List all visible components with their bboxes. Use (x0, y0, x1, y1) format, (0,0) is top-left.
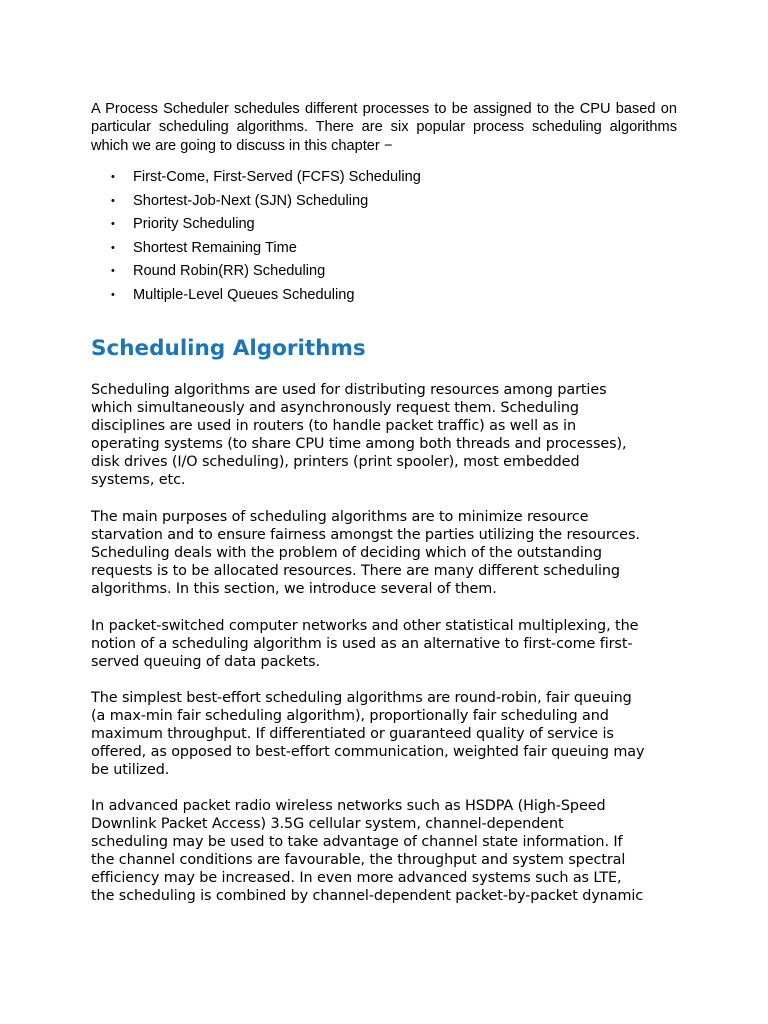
text-line: offered, as opposed to best-effort communication, weighted fair queuing may (91, 744, 645, 761)
text-line: The main purposes of scheduling algorithms are to minimize resource (91, 509, 589, 525)
list-item-label: Shortest Remaining Time (133, 239, 297, 256)
text-line: Scheduling algorithms are used for distributing resources among parties (91, 382, 607, 398)
text-line: be utilized. (91, 762, 170, 779)
text-line: systems, etc. (91, 472, 186, 489)
text-line: notion of a scheduling algorithm is used as an alternative to first-come first- (91, 636, 633, 653)
list-item (91, 284, 677, 308)
paragraph-resources (91, 381, 677, 490)
intro-paragraph: A Process Scheduler schedules different processes to be assigned to the CPU based on particular scheduling algorithms. There are six popular process scheduling algorithms which we are going to discuss in this chapter − (91, 101, 677, 154)
text-line: the channel conditions are favourable, the throughput and system spectral (91, 852, 626, 869)
text-line: maximum throughput. If differentiated or guaranteed quality of service is (91, 726, 614, 743)
section-heading: Scheduling Algorithms (91, 336, 366, 361)
paragraph-wireless (91, 797, 677, 906)
document-page (91, 0, 677, 1024)
text-line: the scheduling is combined by channel-dependent packet-by-packet dynamic (91, 888, 644, 905)
list-item-label: First-Come, First-Served (FCFS) Scheduling (133, 169, 421, 185)
text-line: algorithms. In this section, we introduce several of them. (91, 581, 497, 598)
text-line: In packet-switched computer networks and other statistical multiplexing, the (91, 618, 639, 634)
text-line: In advanced packet radio wireless networks such as HSDPA (High-Speed (91, 798, 606, 814)
list-item-label: Round Robin(RR) Scheduling (133, 263, 326, 279)
list-item (91, 260, 677, 284)
paragraph-best-effort (91, 689, 677, 779)
list-item (91, 237, 677, 261)
text-line: (a max-min fair scheduling algorithm), proportionally fair scheduling and (91, 708, 609, 725)
text-line: Downlink Packet Access) 3.5G cellular system, channel-dependent (91, 816, 564, 833)
algorithm-list (91, 166, 677, 307)
text-line: disciplines are used in routers (to handle packet traffic) as well as in (91, 418, 576, 435)
text-line: operating systems (to share CPU time among both threads and processes), (91, 436, 627, 453)
list-item (91, 213, 677, 237)
bullet-icon: • (111, 171, 115, 183)
text-line: which simultaneously and asynchronously request them. Scheduling (91, 400, 579, 417)
bullet-icon: • (111, 241, 115, 254)
text-line: disk drives (I/O scheduling), printers (print spooler), most embedded (91, 454, 580, 471)
list-item (91, 166, 677, 190)
bullet-icon: • (111, 288, 115, 301)
text-line: Scheduling deals with the problem of deciding which of the outstanding (91, 545, 602, 562)
text-line: starvation and to ensure fairness amongst the parties utilizing the resources. (91, 527, 640, 544)
list-item-label: Multiple-Level Queues Scheduling (133, 286, 355, 303)
paragraph-purposes (91, 508, 677, 598)
text-line: requests is to be allocated resources. There are many different scheduling (91, 563, 620, 580)
text-line: scheduling may be used to take advantage of channel state information. If (91, 834, 623, 851)
text-line: efficiency may be increased. In even more advanced systems such as LTE, (91, 870, 622, 887)
list-item (91, 190, 677, 214)
bullet-icon: • (111, 265, 115, 277)
bullet-icon: • (111, 218, 115, 230)
list-item-label: Shortest-Job-Next (SJN) Scheduling (133, 192, 369, 209)
text-line: served queuing of data packets. (91, 654, 320, 671)
text-line: The simplest best-effort scheduling algorithms are round-robin, fair queuing (91, 690, 632, 706)
list-item-label: Priority Scheduling (133, 216, 255, 232)
paragraph-packet-switched (91, 617, 677, 671)
bullet-icon: • (111, 194, 115, 207)
